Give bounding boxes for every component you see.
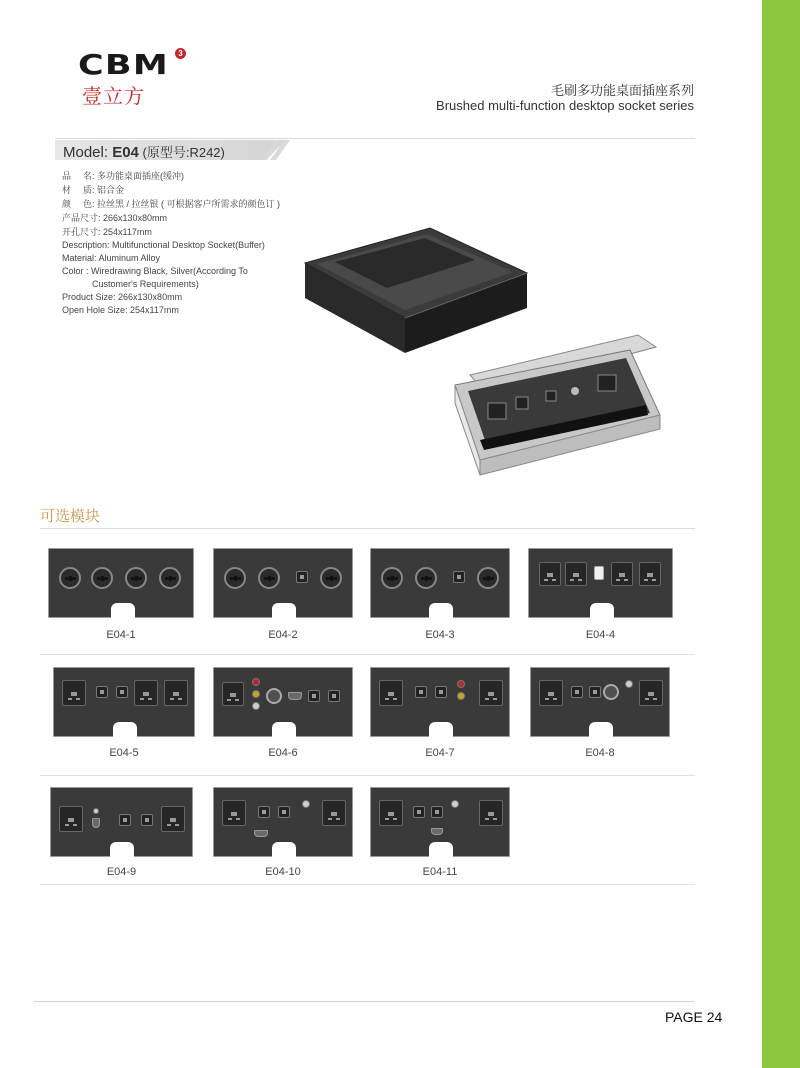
module-label: E04-4: [585, 629, 616, 641]
socket-usb: [92, 818, 100, 828]
model-code: E04: [112, 144, 139, 161]
module-e04-5: [53, 667, 195, 767]
side-accent-bar: [762, 0, 800, 1068]
socket-universal: [222, 800, 246, 826]
spec-key: 开孔尺寸: [62, 227, 99, 237]
spec-line: Open Hole Size: 254x117mm: [62, 305, 179, 315]
model-original-code: (原型号:R242): [138, 145, 225, 160]
row-divider: [40, 884, 695, 885]
socket-hdmi: [254, 830, 268, 837]
module-e04-3: [370, 548, 510, 648]
socket-data: [308, 690, 320, 702]
socket-universal: [639, 562, 661, 586]
module-e04-1: [48, 548, 194, 648]
spec-key: 产品尺寸: [62, 213, 99, 223]
socket-data: [571, 686, 583, 698]
spec-value: : 拉丝黑 / 拉丝银 ( 可根据客户所需求的颜色订 ): [92, 199, 280, 209]
socket-universal: [539, 562, 561, 586]
socket-data: [116, 686, 128, 698]
spec-row: [62, 211, 280, 225]
socket-universal: [62, 680, 86, 706]
module-label: E04-7: [425, 747, 455, 759]
socket-data: [413, 806, 425, 818]
footer-divider: [34, 1001, 694, 1002]
model-prefix: Model:: [63, 144, 113, 161]
module-panel: [370, 548, 510, 618]
socket-schuko: [125, 567, 147, 589]
module-label: E04-5: [109, 747, 139, 759]
socket-xlr: [603, 684, 619, 700]
module-label: E04-6: [268, 747, 298, 759]
socket-hdmi: [288, 692, 302, 700]
panel-notch: [429, 722, 453, 738]
socket-data: [296, 571, 308, 583]
module-panel: [48, 548, 194, 618]
socket-universal: [59, 806, 83, 832]
spec-value: : 266x130x80mm: [98, 213, 168, 223]
panel-notch: [111, 603, 135, 619]
header-divider: [55, 138, 695, 139]
module-e04-2: [213, 548, 353, 648]
module-panel: [53, 667, 195, 737]
socket-universal: [539, 680, 563, 706]
socket-rca-white: [252, 702, 260, 710]
spec-value: : 多功能桌面插座(缓冲): [92, 171, 184, 181]
socket-rca-yellow: [252, 690, 260, 698]
module-e04-4: [528, 548, 673, 648]
module-panel: [530, 667, 670, 737]
socket-schuko: [59, 567, 81, 589]
spec-key: 材质: [62, 185, 92, 195]
module-e04-8: [530, 667, 670, 767]
spec-row: [62, 169, 280, 183]
socket-data: [328, 690, 340, 702]
socket-schuko: [159, 567, 181, 589]
socket-universal: [479, 800, 503, 826]
socket-schuko: [415, 567, 437, 589]
socket-data: [453, 571, 465, 583]
module-label: E04-11: [422, 866, 458, 878]
socket-rca-red: [457, 680, 465, 688]
spec-value: : 铝合金: [92, 185, 125, 195]
module-panel: [213, 787, 353, 857]
spec-value: : 254x117mm: [98, 227, 152, 237]
spec-key: 品名: [62, 171, 92, 181]
panel-notch: [429, 603, 453, 619]
socket-data: [141, 814, 153, 826]
socket-universal: [134, 680, 158, 706]
logo-superscript: 3: [175, 48, 186, 59]
socket-data: [119, 814, 131, 826]
socket-data: [96, 686, 108, 698]
socket-data: [278, 806, 290, 818]
module-label: E04-10: [265, 866, 301, 878]
socket-schuko: [91, 567, 113, 589]
socket-universal: [322, 800, 346, 826]
socket-universal: [565, 562, 587, 586]
spec-line: Customer's Requirements): [92, 279, 199, 289]
module-panel: [213, 548, 353, 618]
panel-notch: [272, 722, 296, 738]
module-panel: [370, 787, 510, 857]
series-title-cn: 毛刷多功能桌面插座系列: [550, 83, 694, 98]
model-heading: [63, 142, 225, 161]
socket-universal: [222, 682, 244, 706]
socket-blank: [594, 566, 604, 580]
module-panel: [213, 667, 353, 737]
spec-row: [62, 225, 280, 239]
module-panel: [50, 787, 193, 857]
socket-data: [431, 806, 443, 818]
socket-audio: [625, 680, 633, 688]
module-label: E04-9: [106, 866, 137, 878]
series-title-en: Brushed multi-function desktop socket series: [436, 98, 694, 113]
module-e04-6: [213, 667, 353, 767]
socket-rca-yellow: [457, 692, 465, 700]
socket-data: [415, 686, 427, 698]
socket-universal: [164, 680, 188, 706]
socket-audio: [302, 800, 310, 808]
socket-hdmi: [431, 828, 443, 835]
socket-schuko: [258, 567, 280, 589]
module-e04-9: [50, 787, 193, 887]
socket-data: [258, 806, 270, 818]
spec-row: [62, 183, 280, 197]
panel-notch: [113, 722, 137, 738]
module-e04-10: [213, 787, 353, 887]
row-divider: [40, 775, 695, 776]
panel-notch: [590, 603, 614, 619]
module-panel: [370, 667, 510, 737]
logo-wordmark: CBM: [78, 48, 169, 81]
socket-schuko: [320, 567, 342, 589]
socket-universal: [611, 562, 633, 586]
logo-chinese-name: 壹立方: [82, 84, 145, 108]
module-e04-7: [370, 667, 510, 767]
row-divider: [40, 654, 695, 655]
socket-universal: [379, 680, 403, 706]
brand-logo: [78, 48, 188, 108]
socket-universal: [161, 806, 185, 832]
socket-schuko: [477, 567, 499, 589]
product-photo-open: [450, 325, 665, 480]
panel-notch: [272, 842, 296, 858]
socket-data: [435, 686, 447, 698]
module-label: E04-3: [425, 629, 455, 641]
specs-chinese: [62, 169, 280, 239]
module-e04-11: [370, 787, 510, 887]
socket-data: [589, 686, 601, 698]
panel-notch: [429, 842, 453, 858]
socket-universal: [379, 800, 403, 826]
panel-notch: [589, 722, 613, 738]
section-divider: [40, 528, 695, 529]
spec-line: Color : Wiredrawing Black, Silver(According To: [62, 266, 248, 276]
socket-schuko: [381, 567, 403, 589]
panel-notch: [272, 603, 296, 619]
spec-key: 颜色: [62, 199, 92, 209]
spec-line: Product Size: 266x130x80mm: [62, 292, 183, 302]
socket-audio: [451, 800, 459, 808]
socket-universal: [479, 680, 503, 706]
specs-english: [62, 239, 265, 317]
socket-universal: [639, 680, 663, 706]
module-label: E04-2: [268, 629, 298, 641]
socket-rca-red: [252, 678, 260, 686]
page-number: PAGE 24: [665, 1009, 723, 1025]
module-label: E04-1: [106, 629, 136, 641]
socket-xlr: [266, 688, 282, 704]
spec-line: Material: Aluminum Alloy: [62, 253, 161, 263]
section-title: 可选模块: [40, 508, 101, 525]
panel-notch: [110, 842, 134, 858]
module-label: E04-8: [585, 747, 615, 759]
spec-line: Description: Multifunctional Desktop Socket(Buffer): [62, 240, 265, 250]
spec-row: [62, 197, 280, 211]
socket-schuko: [224, 567, 246, 589]
module-panel: [528, 548, 673, 618]
socket-audio: [93, 808, 99, 814]
